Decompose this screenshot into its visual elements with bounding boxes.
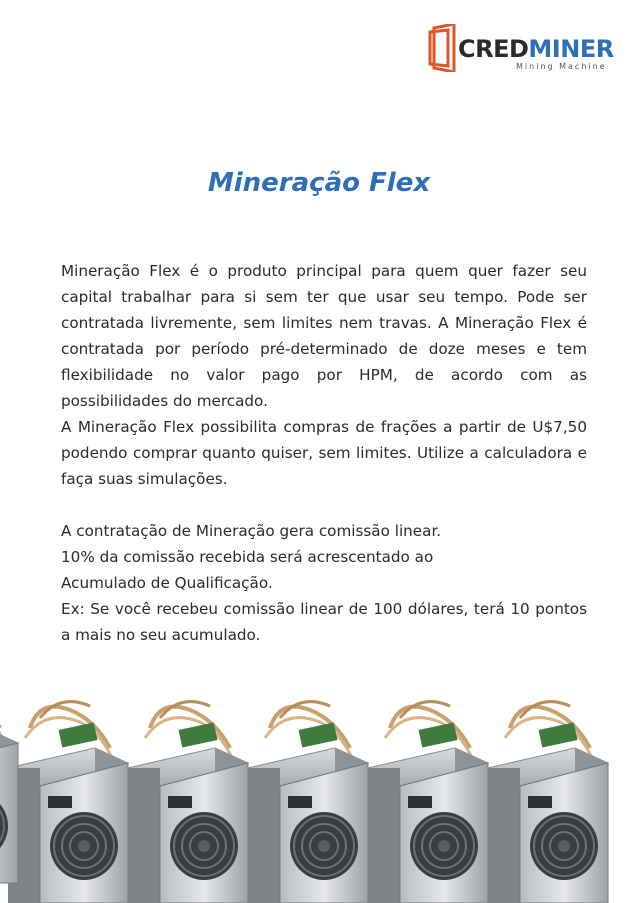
paragraph-intro: Mineração Flex é o produto principal para quem quer fazer seu capital trabalhar para si sem ter que usar seu tempo. Pode ser contratada livremente, sem limites nem travas. A Mineração Flex é contratada por período pré-determinado de doze meses e tem flexibilidade no valor pago por HPM, de acordo com as possibilidades do mercado. xyxy=(61,262,587,410)
page-title: Mineração Flex xyxy=(207,168,431,198)
paragraph-example: Ex: Se você recebeu comissão linear de 100 dólares, terá 10 pontos a mais no seu acumulado. xyxy=(61,600,587,644)
logo-wordmark xyxy=(458,36,614,62)
mining-machines-photo xyxy=(0,688,638,903)
paragraph-fractions: A Mineração Flex possibilita compras de frações a partir de U$7,50 podendo comprar quanto quiser, sem limites. Utilize a calculadora e faça suas simulações. xyxy=(61,418,587,488)
logo-cred: CRED xyxy=(458,35,529,63)
logo-mark-icon xyxy=(428,24,458,72)
credminer-logo xyxy=(428,22,628,78)
spacer xyxy=(61,492,587,518)
paragraph-percent: 10% da comissão recebida será acrescentado ao xyxy=(61,548,434,566)
body-text xyxy=(61,258,587,648)
paragraph-qualification: Acumulado de Qualificação. xyxy=(61,574,273,592)
logo-tagline: Mining Machine xyxy=(516,62,607,71)
logo-miner: MINER xyxy=(528,35,614,63)
paragraph-commission: A contratação de Mineração gera comissão linear. xyxy=(61,522,442,540)
